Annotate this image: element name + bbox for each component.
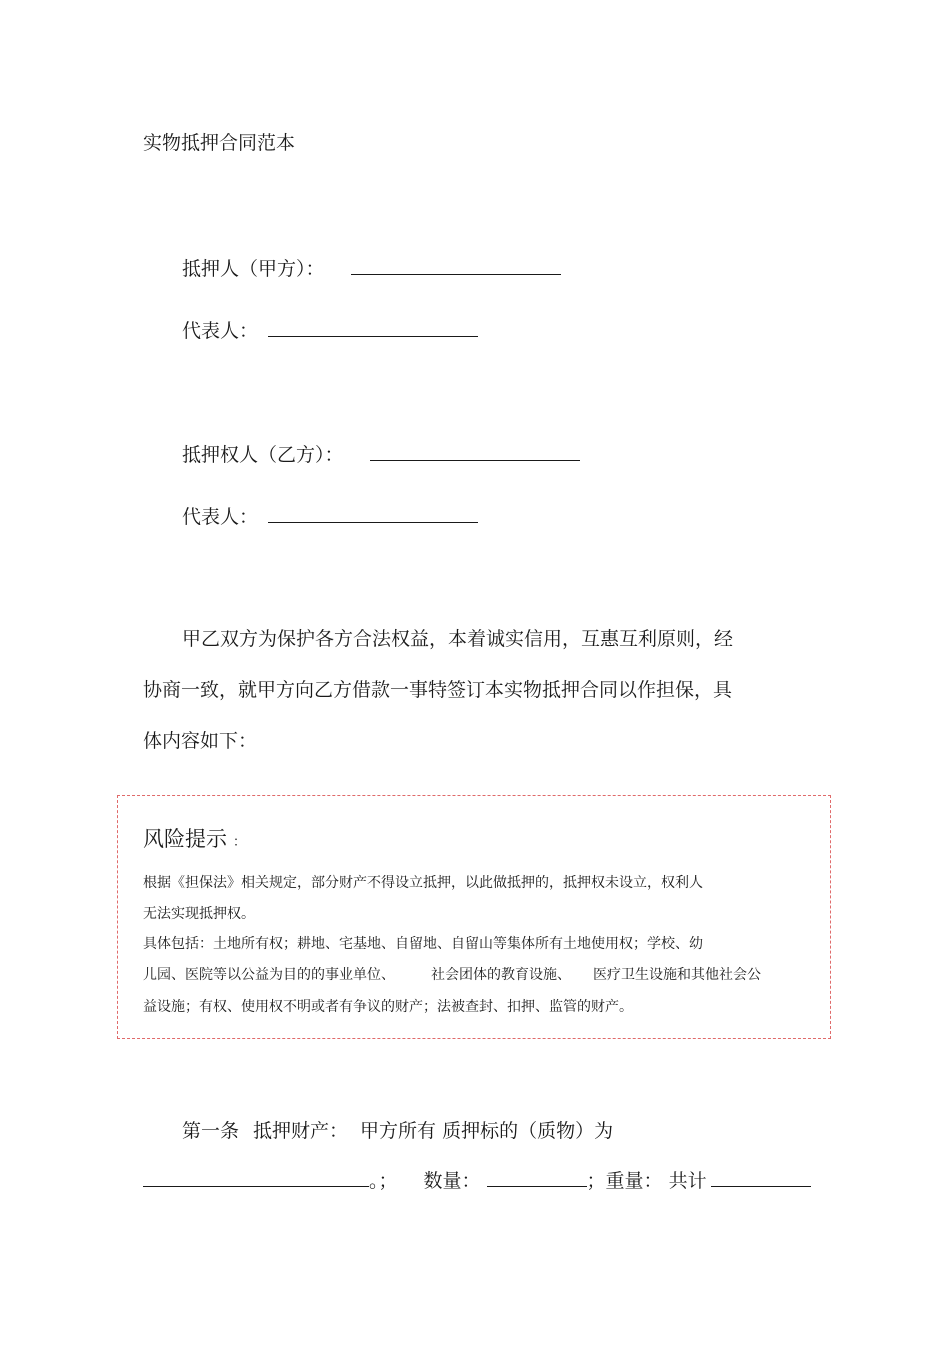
intro-line-2: 协商一致，就甲方向乙方借款一事特签订本实物抵押合同以作担保，具	[143, 679, 733, 701]
risk-line-4a: 儿园、医院等以公益为目的的事业单位、	[143, 967, 395, 983]
article-1-fields	[143, 1166, 811, 1193]
article-1-text: 甲方所有 质押标的（质物）为	[360, 1120, 614, 1142]
intro-line-3: 体内容如下：	[143, 730, 258, 752]
party-b-blank[interactable]	[370, 440, 580, 461]
article-1-line	[182, 1116, 613, 1143]
quantity-label: 数量：	[423, 1170, 481, 1192]
article-1-label: 第一条	[182, 1120, 240, 1142]
risk-line-5: 益设施；有权、使用权不明或者有争议的财产；法被查封、扣押、监管的财产。	[143, 999, 633, 1015]
weight-separator: ；	[586, 1170, 606, 1192]
risk-line-4c: 医疗卫生设施和其他社会公	[593, 967, 761, 983]
weight-label: 重量：	[605, 1170, 663, 1192]
document-title: 实物抵押合同范本	[143, 132, 296, 154]
total-blank[interactable]	[711, 1166, 811, 1187]
collateral-blank[interactable]	[143, 1166, 369, 1187]
intro-line-1: 甲乙双方为保护各方合法权益，本着诚实信用，互惠互利原则，经	[182, 628, 734, 650]
party-a-line	[182, 254, 561, 281]
collateral-suffix: 。；	[369, 1170, 398, 1192]
quantity-blank[interactable]	[487, 1166, 587, 1187]
party-b-line	[182, 440, 580, 467]
risk-notice-title	[143, 823, 246, 853]
party-a-label: 抵押人（甲方）：	[182, 258, 325, 280]
party-a-blank[interactable]	[351, 254, 561, 275]
party-a-rep-blank[interactable]	[268, 316, 478, 337]
total-label: 共计	[668, 1170, 707, 1192]
party-b-rep-blank[interactable]	[268, 502, 478, 523]
party-b-rep-line	[182, 502, 478, 529]
risk-line-4	[143, 964, 761, 984]
party-a-rep-label: 代表人：	[182, 320, 259, 342]
risk-line-2: 无法实现抵押权。	[143, 906, 255, 922]
party-a-rep-line	[182, 316, 478, 343]
party-b-label: 抵押权人（乙方）：	[182, 444, 344, 466]
party-b-rep-label: 代表人：	[182, 506, 259, 528]
risk-title-colon: ：	[233, 835, 247, 850]
risk-line-3: 具体包括：土地所有权；耕地、宅基地、自留地、自留山等集体所有土地使用权；学校、幼	[143, 936, 703, 952]
risk-line-4b: 社会团体的教育设施、	[431, 967, 571, 983]
risk-line-1: 根据《担保法》相关规定，部分财产不得设立抵押，以此做抵押的，抵押权未设立，权利人	[143, 875, 703, 891]
risk-title-text: 风险提示	[143, 827, 227, 851]
article-1-heading: 抵押财产：	[253, 1120, 349, 1142]
